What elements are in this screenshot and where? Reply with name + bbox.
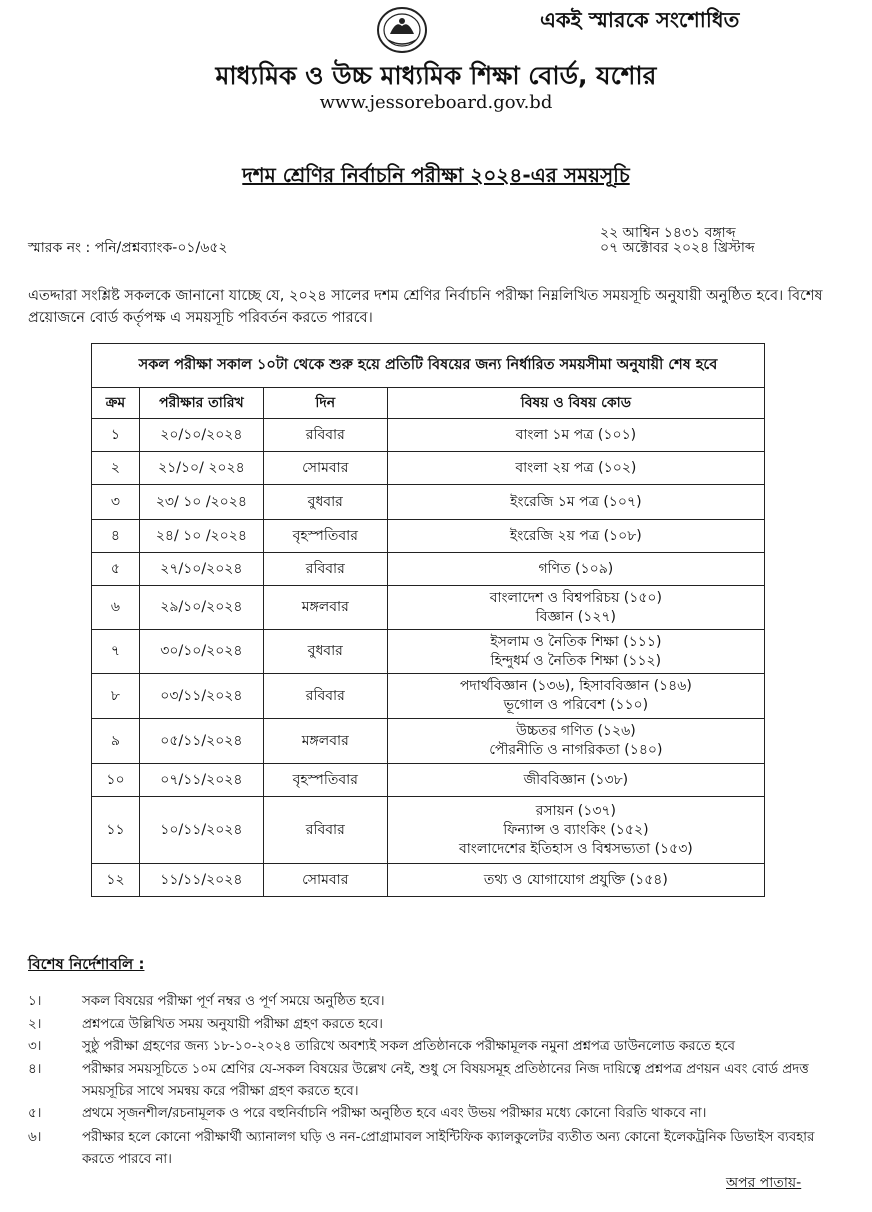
note-text: পরীক্ষার হলে কোনো পরীক্ষার্থী অ্যানালগ ঘড়ি ও নন-প্রোগ্রামাবল সাইন্টিফিক ক্যালকুলেটর ব্যতীত অন্য কোনো ইলেকট্রনিক ডিভাইস ব্যবহার করতে পারবে না।	[82, 1130, 815, 1167]
note-number: ৩।	[28, 1039, 42, 1054]
date-cell: ০৫/১১/২০২৪	[139, 719, 263, 764]
subject-cell	[387, 864, 764, 897]
date-cell: ০৭/১১/২০২৪	[139, 764, 263, 797]
date-cell: ২৯/১০/২০২৪	[139, 586, 263, 630]
table-row	[92, 419, 765, 452]
day-cell: রবিবার	[263, 674, 387, 719]
table-row	[92, 586, 765, 630]
subject-line: পদার্থবিজ্ঞান (১৩৬), হিসাববিজ্ঞান (১৪৬)	[459, 678, 692, 694]
header-day: দিন	[263, 388, 387, 419]
subject-line: জীববিজ্ঞান (১৩৮)	[523, 771, 629, 788]
serial-cell: ১১	[92, 797, 140, 864]
serial-cell: ৮	[92, 674, 140, 719]
serial-cell: ৯	[92, 719, 140, 764]
serial-cell: ১	[92, 419, 140, 452]
subject-line: ইংরেজি ২য় পত্র (১০৮)	[509, 527, 642, 544]
day-cell: বুধবার	[263, 630, 387, 674]
exam-schedule-table	[91, 343, 765, 897]
date-cell: ১১/১১/২০২৪	[139, 864, 263, 897]
subject-line: বাংলা ১ম পত্র (১০১)	[515, 426, 637, 443]
day-cell: বুধবার	[263, 485, 387, 520]
board-name: মাধ্যমিক ও উচ্চ মাধ্যমিক শিক্ষা বোর্ড, যশোর	[215, 61, 657, 90]
subject-line: বাংলাদেশ ও বিশ্বপরিচয় (১৫০)	[489, 589, 662, 606]
date-english: ০৭ অক্টোবর ২০২৪ খ্রিস্টাব্দ	[600, 240, 755, 256]
note-text: সুষ্ঠু পরীক্ষা গ্রহণের জন্য ১৮-১০-২০২৪ তারিখে অবশ্যই সকল প্রতিষ্ঠানকে পরীক্ষামূলক নমুনা প্রশ্নপত্র ডাউনলোড করতে হবে	[82, 1039, 735, 1054]
correction-note: একই স্মারকে সংশোধিত	[540, 8, 740, 32]
date-bangla: ২২ আশ্বিন ১৪৩১ বঙ্গাব্দ	[600, 225, 736, 241]
serial-cell: ১২	[92, 864, 140, 897]
subject-cell	[387, 630, 764, 674]
subject-cell	[387, 553, 764, 586]
note-number: ৫।	[28, 1106, 42, 1121]
table-row	[92, 719, 765, 764]
day-cell: মঙ্গলবার	[263, 719, 387, 764]
serial-cell: ৬	[92, 586, 140, 630]
header-serial: ক্রম	[92, 388, 140, 419]
header-date: পরীক্ষার তারিখ	[139, 388, 263, 419]
day-cell: মঙ্গলবার	[263, 586, 387, 630]
memo-number: স্মারক নং : পনি/প্রশ্নব্যাংক-০১/৬৫২	[28, 240, 228, 256]
subject-cell	[387, 452, 764, 485]
day-cell: সোমবার	[263, 864, 387, 897]
schedule-rows	[92, 419, 765, 897]
note-text: সকল বিষয়ের পরীক্ষা পূর্ণ নম্বর ও পূর্ণ সময়ে অনুষ্ঠিত হবে।	[82, 994, 385, 1009]
subject-line: বাংলাদেশের ইতিহাস ও বিশ্বসভ্যতা (১৫৩)	[458, 840, 693, 857]
serial-cell: ৩	[92, 485, 140, 520]
subject-line: বিজ্ঞান (১২৭)	[535, 608, 616, 625]
table-row	[92, 553, 765, 586]
table-row	[92, 764, 765, 797]
date-cell: ২৩/ ১০ /২০২৪	[139, 485, 263, 520]
subject-line: ফিন্যান্স ও ব্যাংকিং (১৫২)	[503, 821, 649, 838]
subject-line: গণিত (১০৯)	[538, 560, 614, 577]
note-number: ৪।	[28, 1062, 42, 1077]
subject-line: ইংরেজি ১ম পত্র (১০৭)	[510, 493, 642, 510]
day-cell: রবিবার	[263, 419, 387, 452]
header-subject: বিষয় ও বিষয় কোড	[387, 388, 764, 419]
subject-line: হিন্দুধর্ম ও নৈতিক শিক্ষা (১১২)	[490, 652, 662, 669]
table-row	[92, 674, 765, 719]
serial-cell: ৪	[92, 520, 140, 553]
day-cell: রবিবার	[263, 797, 387, 864]
note-text: পরীক্ষার সময়সূচিতে ১০ম শ্রেণির যে-সকল বিষয়ের উল্লেখ নেই, শুধু সে বিষয়সমূহ প্রতিষ্ঠানের নিজ দায়িত্বে প্রশ্নপত্র প্রণয়ন এবং বোর্ড প্রদত্ত সময়সূচির সাথে সমন্বয় করে পরীক্ষা গ্রহণ করতে হবে।	[82, 1062, 809, 1099]
table-row	[92, 630, 765, 674]
subject-cell	[387, 419, 764, 452]
date-cell: ০৩/১১/২০২৪	[139, 674, 263, 719]
serial-cell: ১০	[92, 764, 140, 797]
subject-line: ভূগোল ও পরিবেশ (১১০)	[503, 697, 649, 713]
date-cell: ৩০/১০/২০২৪	[139, 630, 263, 674]
table-row	[92, 864, 765, 897]
date-cell: ২১/১০/ ২০২৪	[139, 452, 263, 485]
serial-cell: ৭	[92, 630, 140, 674]
table-row	[92, 452, 765, 485]
subject-cell	[387, 485, 764, 520]
table-caption: সকল পরীক্ষা সকাল ১০টা থেকে শুরু হয়ে প্রতিটি বিষয়ের জন্য নির্ধারিত সময়সীমা অনুযায়ী শেষ হবে	[92, 344, 765, 388]
subject-cell	[387, 674, 764, 719]
serial-cell: ৫	[92, 553, 140, 586]
date-cell: ২৭/১০/২০২৪	[139, 553, 263, 586]
note-number: ৬।	[28, 1130, 42, 1145]
date-cell: ২০/১০/২০২৪	[139, 419, 263, 452]
subject-line: রসায়ন (১৩৭)	[535, 802, 616, 819]
subject-cell	[387, 719, 764, 764]
subject-cell	[387, 586, 764, 630]
note-text: প্রশ্নপত্রে উল্লিখিত সময় অনুযায়ী পরীক্ষা গ্রহণ করতে হবে।	[82, 1017, 383, 1032]
table-row	[92, 520, 765, 553]
subject-cell	[387, 520, 764, 553]
notes-heading: বিশেষ নির্দেশাবলি :	[28, 955, 145, 973]
day-cell: রবিবার	[263, 553, 387, 586]
board-seal-logo	[376, 6, 428, 54]
continued-note: অপর পাতায়-	[726, 1175, 802, 1191]
table-row	[92, 797, 765, 864]
serial-cell: ২	[92, 452, 140, 485]
subject-line: উচ্চতর গণিত (১২৬)	[516, 723, 636, 739]
note-number: ২।	[28, 1017, 42, 1032]
day-cell: বৃহস্পতিবার	[263, 764, 387, 797]
subject-line: ইসলাম ও নৈতিক শিক্ষা (১১১)	[490, 633, 662, 650]
date-cell: ১০/১১/২০২৪	[139, 797, 263, 864]
table-row	[92, 485, 765, 520]
subject-line: পৌরনীতি ও নাগরিকতা (১৪০)	[489, 742, 663, 758]
intro-paragraph: এতদ্দারা সংশ্লিষ্ট সকলকে জানানো যাচ্ছে যে, ২০২৪ সালের দশম শ্রেণির নির্বাচনি পরীক্ষা নিম্নলিখিত সময়সূচি অনুযায়ী অনুষ্ঠিত হবে। বিশেষ প্রয়োজনে বোর্ড কর্তৃপক্ষ এ সময়সূচি পরিবর্তন করতে পারবে।	[28, 288, 823, 326]
subject-line: তথ্য ও যোগাযোগ প্রযুক্তি (১৫৪)	[483, 871, 668, 888]
date-cell: ২৪/ ১০ /২০২৪	[139, 520, 263, 553]
note-text: প্রথমে সৃজনশীল/রচনামূলক ও পরে বহুনির্বাচনি পরীক্ষা অনুষ্ঠিত হবে এবং উভয় পরীক্ষার মধ্যে কোনো বিরতি থাকবে না।	[82, 1106, 707, 1121]
subject-cell	[387, 797, 764, 864]
subject-cell	[387, 764, 764, 797]
note-number: ১।	[28, 994, 42, 1009]
subject-line: বাংলা ২য় পত্র (১০২)	[515, 459, 637, 476]
board-website: www.jessoreboard.gov.bd	[319, 92, 553, 113]
day-cell: বৃহস্পতিবার	[263, 520, 387, 553]
day-cell: সোমবার	[263, 452, 387, 485]
page-title: দশম শ্রেণির নির্বাচনি পরীক্ষা ২০২৪-এর সময়সূচি	[242, 163, 630, 187]
